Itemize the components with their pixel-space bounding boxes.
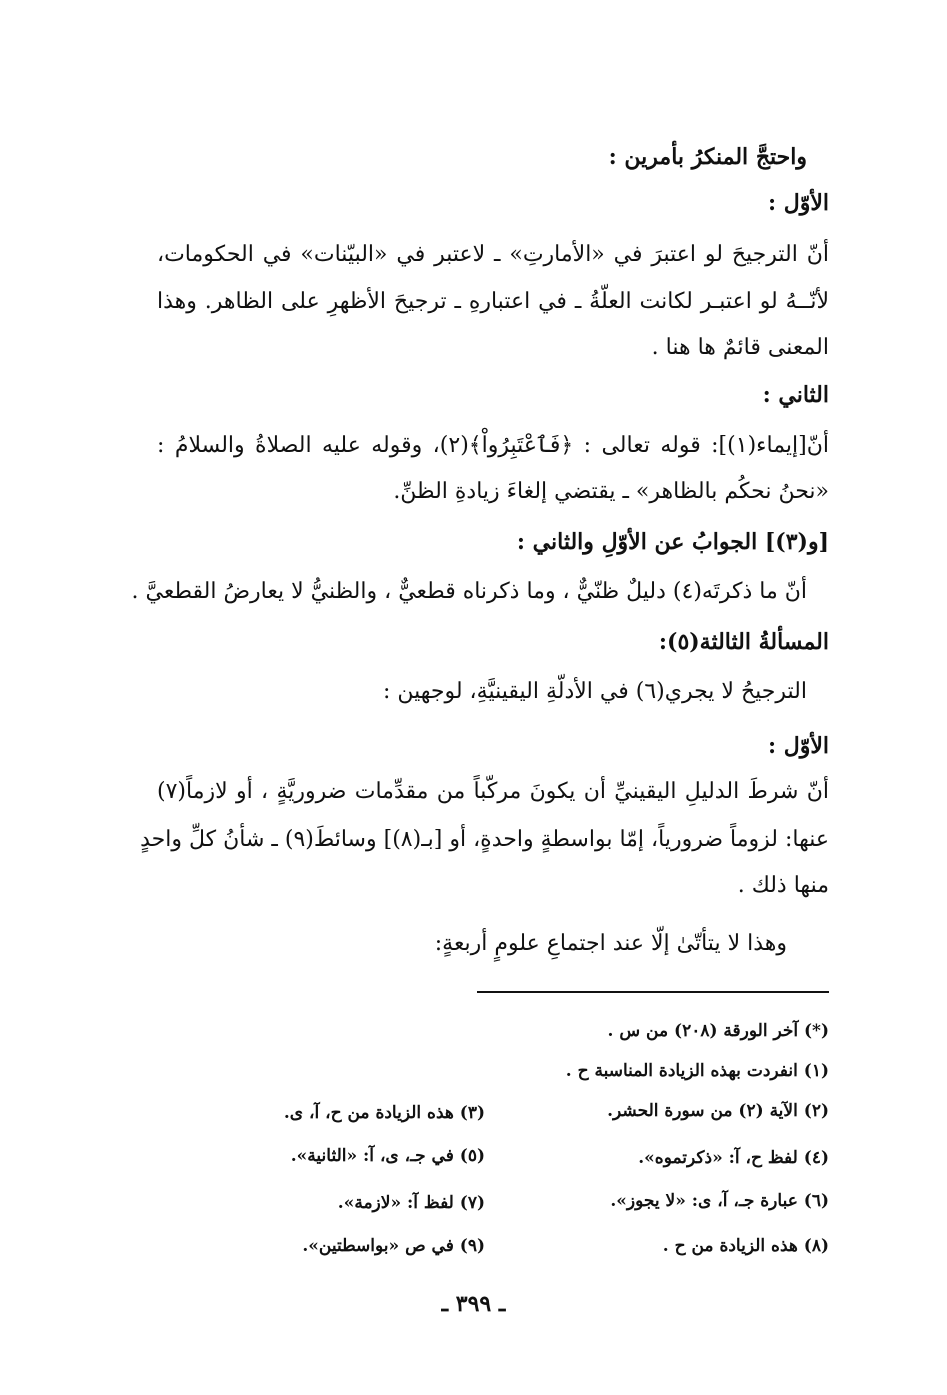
footnote-9: (٩) في ص «بواسطتين». — [302, 1236, 485, 1256]
footnote-4: (٤) لفظ ح، آ: «ذكرتموه». — [638, 1148, 829, 1168]
footnote-8: (٨) هذه الزيادة من ح . — [662, 1236, 829, 1256]
footnote-5: (٥) في جـ، ى، آ: «الثانية». — [290, 1146, 485, 1166]
footnote-1: (١) انفردت بهذه الزيادة المناسبة ح . — [565, 1061, 829, 1081]
first-label-2: الأوّل : — [767, 733, 829, 759]
paragraph-2-line-1: أنّ[إيماء(١)]: قوله تعالى : ﴿فَٱعْتَبِرُواْ﴾(٢)، وقوله عليه الصلاةُ والسلامُ : — [157, 433, 829, 458]
second-label: الثاني : — [762, 382, 829, 408]
paragraph-5-line-2: عنها: لزوماً ضرورياً، إمّا بواسطةٍ واحدةٍ، أو [بـ(٨)] وسائطَ(٩) ـ شأنُ كلِّ واحدٍ — [140, 827, 829, 852]
paragraph-6-line-1: وهذا لا يتأتّىٰ إلّا عند اجتماعِ علومٍ أربعةٍ: — [434, 931, 787, 956]
paragraph-5-line-1: أنّ شرطَ الدليلِ اليقينيِّ أن يكونَ مركّباً من مقدِّمات ضروريَّةٍ ، أو لازماً(٧) — [157, 779, 829, 804]
paragraph-3-line-1: أنّ ما ذكرتَه(٤) دليلٌ ظنّيٌّ ، وما ذكرناه قطعيٌّ ، والظنيُّ لا يعارضُ القطعيَّ . — [131, 579, 807, 604]
footnote-2: (٢) الآية (٢) من سورة الحشر. — [607, 1101, 829, 1121]
issue-heading: المسألةُ الثالثة(٥): — [658, 629, 829, 655]
paragraph-1-line-1: أنّ الترجيحَ لو اعتبرَ في «الأمارتِ» ـ لاعتبر في «البيّنات» في الحكومات، — [157, 242, 829, 267]
paragraph-1-line-3: المعنى قائمٌ ها هنا . — [651, 335, 829, 360]
page-number: ـ ٣٩٩ ـ — [441, 1291, 506, 1317]
footnote-3: (٣) هذه الزيادة من ح، آ، ى. — [283, 1103, 485, 1123]
paragraph-2-line-2: «نحنُ نحكُم بالظاهر» ـ يقتضي إلغاءَ زيادةِ الظنِّ. — [393, 479, 829, 504]
paragraph-4-line-1: الترجيحُ لا يجري(٦) في الأدلّةِ اليقينيَّةِ، لوجهين : — [382, 679, 807, 704]
footnote-divider — [477, 991, 829, 993]
paragraph-5-line-3: منها ذلك . — [737, 873, 829, 898]
footnote-6: (٦) عبارة جـ، آ، ى: «لا يجوز». — [610, 1191, 829, 1211]
footnote-7: (٧) لفظ آ: «لازمة». — [337, 1193, 485, 1213]
footnote-star: (*) آخر الورقة (٢٠٨) من س . — [607, 1021, 829, 1041]
answer-heading: [و(٣)] الجوابُ عن الأوّلِ والثاني : — [516, 529, 829, 555]
paragraph-1-line-2: لأنّــهُ لو اعتبـر لكانت العلّةُ ـ في اعتبارهِ ـ ترجيحَ الأظهرِ على الظاهر. وهذا — [157, 289, 829, 314]
main-heading: واحتجَّ المنكرُ بأمرين : — [608, 144, 807, 170]
first-label: الأوّل : — [767, 190, 829, 216]
